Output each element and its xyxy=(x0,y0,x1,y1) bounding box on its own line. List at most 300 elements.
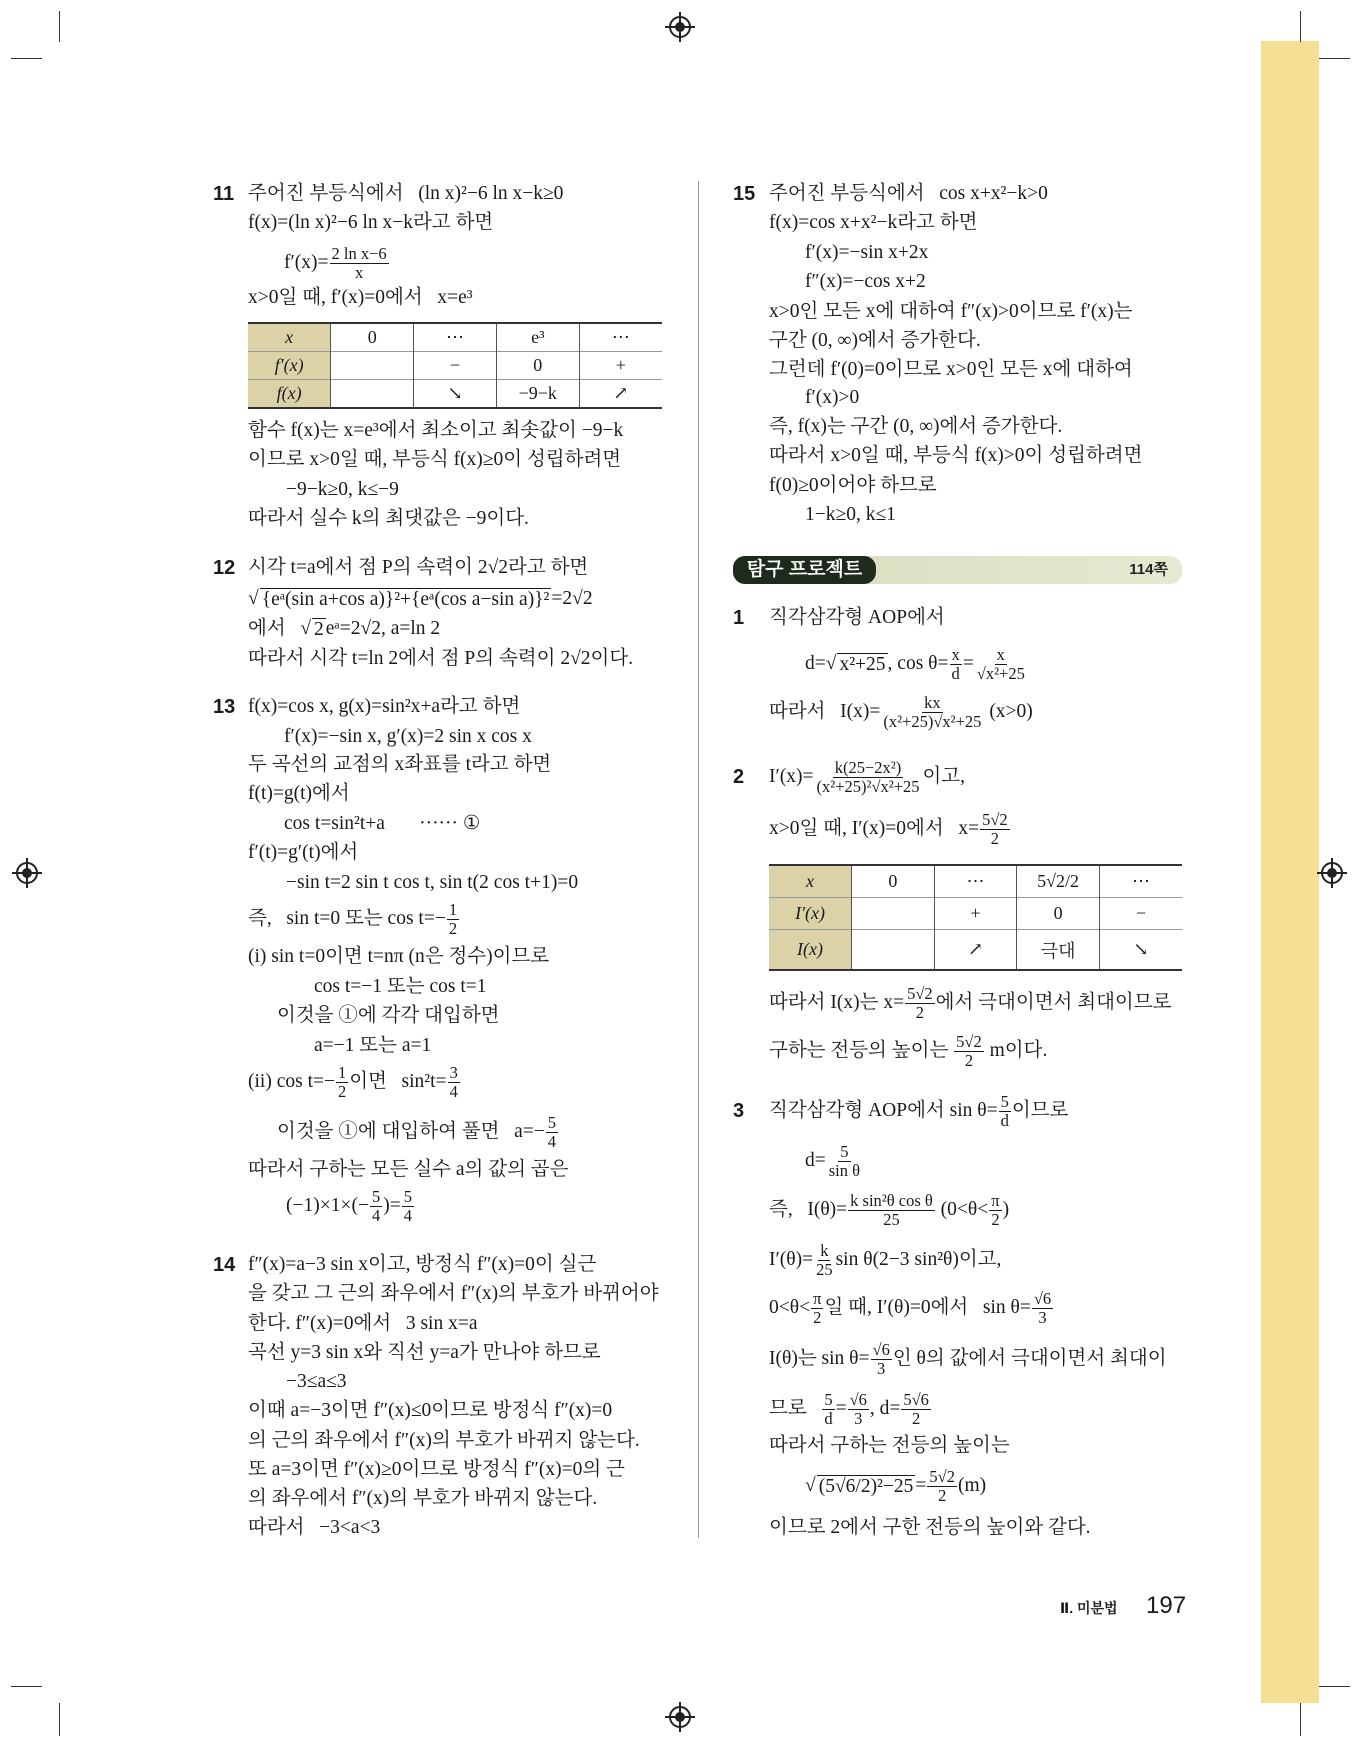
square-root xyxy=(826,650,888,678)
text-span: (x>0) xyxy=(984,701,1033,722)
fraction xyxy=(814,1242,835,1279)
denominator: 2 xyxy=(912,1408,921,1428)
variation-table-f xyxy=(248,322,662,409)
text-span: )= xyxy=(383,1195,401,1216)
table-row xyxy=(769,898,1182,930)
problem-number: 14 xyxy=(213,1254,236,1276)
table-row xyxy=(769,865,1182,898)
text-span: 인 θ의 값에서 극대이면서 최대이 xyxy=(892,1348,1167,1369)
text-span: 즉, I(θ)= xyxy=(769,1199,848,1220)
text-line xyxy=(286,1368,347,1396)
radicand: {eᵃ(sin a+cos a)}²+{eᵃ(cos a−sin a)}² xyxy=(261,588,550,610)
text-span: 0<θ< xyxy=(769,1297,811,1318)
text-span: f(x)=cos x+x²−k라고 하면 xyxy=(769,212,978,233)
text-line xyxy=(248,899,460,938)
radical-sign-icon: √ xyxy=(300,618,312,639)
text-line xyxy=(248,839,358,867)
text-span: 직각삼각형 AOP에서 xyxy=(769,607,945,628)
text-line xyxy=(805,644,1028,683)
text-span: 므로 xyxy=(769,1398,822,1419)
text-line xyxy=(769,180,1048,208)
text-span: x>0일 때, I′(x)=0에서 x= xyxy=(769,818,980,839)
text-span: m이다. xyxy=(984,1040,1048,1061)
text-span: I′(θ)= xyxy=(769,1249,814,1270)
denominator: 25 xyxy=(883,1209,900,1229)
numerator: 5√2 xyxy=(929,1466,955,1486)
text-span: f″(x)=−cos x+2 xyxy=(805,271,926,292)
text-line xyxy=(769,809,1011,848)
row-header: f′(x) xyxy=(248,352,331,380)
text-line xyxy=(248,751,551,779)
text-span: 따라서 I(x)는 x= xyxy=(769,992,905,1013)
text-line xyxy=(286,476,399,504)
text-span: f(0)≥0이어야 하므로 xyxy=(769,475,937,496)
problem-number: 11 xyxy=(213,183,235,205)
numerator: √6 xyxy=(872,1339,890,1359)
text-line xyxy=(248,943,549,971)
text-line xyxy=(769,1432,1010,1460)
numerator: kx xyxy=(924,692,941,712)
text-span: 이때 a=−3이면 f″(x)≤0이므로 방정식 f″(x)=0 xyxy=(248,1400,613,1421)
radical-sign-icon: √ xyxy=(805,1475,816,1496)
page-number: 197 xyxy=(1146,1592,1187,1619)
numerator: √6 xyxy=(1033,1288,1052,1308)
text-span: −9−k≥0, k≤−9 xyxy=(286,479,399,500)
denominator: 2 xyxy=(813,1307,822,1327)
crop-mark xyxy=(11,58,42,59)
text-line xyxy=(769,1240,1002,1279)
table-cell: −9−k xyxy=(496,379,579,408)
text-line xyxy=(769,692,1033,731)
denominator: (x²+25)√x²+25 xyxy=(883,711,982,731)
text-line xyxy=(769,604,945,632)
text-span: −sin t=2 sin t cos t, sin t(2 cos t+1)=0 xyxy=(286,872,579,893)
text-line xyxy=(769,413,1062,441)
page-edge-color-strip xyxy=(1261,41,1319,1703)
table-row xyxy=(248,379,662,408)
row-header: x xyxy=(248,323,331,352)
text-span: 곡선 y=3 sin x와 직선 y=a가 만나야 하므로 xyxy=(248,1342,601,1363)
square-root xyxy=(805,1472,915,1500)
text-span: 이므로 x>0일 때, 부등식 f(x)≥0이 성립하려면 xyxy=(248,449,622,470)
problem-number: 2 xyxy=(733,766,745,788)
text-line xyxy=(769,983,1172,1022)
text-span: 을 갖고 그 근의 좌우에서 f″(x)의 부호가 바뀌어야 xyxy=(248,1283,659,1304)
table-cell xyxy=(852,898,935,930)
text-span: 또 a=3이면 f″(x)≥0이므로 방정식 f″(x)=0의 근 xyxy=(248,1459,625,1480)
denominator: 2 xyxy=(990,828,999,848)
row-header: I(x) xyxy=(769,930,852,970)
text-line xyxy=(248,554,588,582)
numerator: π xyxy=(991,1190,1000,1210)
text-line xyxy=(769,1288,1054,1327)
text-span: x>0인 모든 x에 대하여 f″(x)>0이므로 f′(x)는 xyxy=(769,301,1133,322)
fraction xyxy=(447,901,459,938)
fraction xyxy=(848,1192,935,1229)
text-span: 구하는 전등의 높이는 xyxy=(769,1040,954,1061)
text-span: 따라서 실수 k의 최댓값은 −9이다. xyxy=(248,508,529,529)
text-span: 이것을 ①에 각각 대입하면 xyxy=(277,1005,500,1026)
text-line xyxy=(769,1339,1167,1378)
text-line xyxy=(248,693,520,721)
text-line xyxy=(248,1156,568,1184)
problem-number: 13 xyxy=(213,696,236,718)
crop-mark xyxy=(59,11,60,42)
table-cell: 5√2/2 xyxy=(1017,865,1100,898)
text-line xyxy=(769,298,1132,326)
table-row xyxy=(248,323,662,352)
text-line xyxy=(805,268,926,296)
text-span: , d= xyxy=(869,1398,901,1419)
table-cell: + xyxy=(934,898,1017,930)
problem-number: 1 xyxy=(733,607,745,629)
table-cell: ⋯ xyxy=(414,323,497,352)
numerator: k xyxy=(820,1240,829,1260)
numerator: 5 xyxy=(824,1389,833,1409)
text-line xyxy=(769,442,1142,470)
denominator: sin θ xyxy=(828,1160,861,1180)
numerator: π xyxy=(813,1288,822,1308)
section-banner xyxy=(733,556,1182,584)
table-cell: 0 xyxy=(331,323,414,352)
fraction xyxy=(848,1391,869,1428)
text-span: 한다. f″(x)=0에서 3 sin x=a xyxy=(248,1313,478,1334)
fraction xyxy=(546,1114,558,1151)
text-span: d= xyxy=(805,653,826,674)
table-row xyxy=(248,352,662,380)
variation-table-I xyxy=(769,864,1182,971)
text-line xyxy=(248,505,529,533)
text-span: ) xyxy=(1002,1199,1010,1220)
text-line xyxy=(284,810,480,838)
text-line xyxy=(769,1031,1048,1070)
fraction xyxy=(448,1064,460,1101)
problem-number: 15 xyxy=(733,183,756,205)
text-line xyxy=(248,1427,640,1455)
fraction xyxy=(822,1391,834,1428)
text-span: (0<θ< xyxy=(935,1199,989,1220)
text-line xyxy=(805,384,859,412)
text-line xyxy=(248,209,493,237)
text-span: 주어진 부등식에서 cos x+x²−k>0 xyxy=(769,183,1048,204)
table-cell: ↘ xyxy=(1099,930,1182,970)
text-line xyxy=(769,1389,932,1428)
text-span: 이것을 ①에 대입하여 풀면 a=− xyxy=(277,1121,545,1142)
text-span: 의 좌우에서 f″(x)의 부호가 바뀌지 않는다. xyxy=(248,1488,598,1509)
table-cell xyxy=(331,352,414,380)
text-line xyxy=(284,243,390,282)
text-line xyxy=(248,1397,612,1425)
text-line xyxy=(284,723,532,751)
denominator: d xyxy=(951,663,960,683)
registration-mark-icon xyxy=(1321,862,1343,884)
text-span: 따라서 시각 t=ln 2에서 점 P의 속력이 2√2이다. xyxy=(248,648,634,669)
numerator: k(25−2x²) xyxy=(834,757,902,777)
banner-page-ref: 114쪽 xyxy=(1129,561,1168,578)
text-line xyxy=(769,1514,1091,1542)
numerator: 5√2 xyxy=(982,809,1008,829)
text-line xyxy=(248,180,563,208)
radical-sign-icon: √ xyxy=(248,588,259,609)
table-cell: − xyxy=(1099,898,1182,930)
numerator: 5 xyxy=(403,1186,412,1206)
text-span: 이고, xyxy=(922,766,966,787)
text-line xyxy=(769,472,937,500)
numerator: 5 xyxy=(371,1186,381,1206)
column-divider xyxy=(698,181,699,1538)
text-span: 따라서 구하는 전등의 높이는 xyxy=(769,1435,1010,1456)
text-line xyxy=(277,1112,559,1151)
denominator: 2 xyxy=(964,1050,974,1070)
denominator: 2 xyxy=(337,1081,347,1101)
text-span: (−1)×1×(− xyxy=(286,1195,369,1216)
table-cell: ↗ xyxy=(579,379,662,408)
text-span: = xyxy=(915,1475,927,1496)
text-line xyxy=(248,585,593,613)
denominator: 4 xyxy=(449,1081,458,1101)
text-span: 구간 (0, ∞)에서 증가한다. xyxy=(769,330,981,351)
table-cell xyxy=(852,930,935,970)
text-span: 즉, f(x)는 구간 (0, ∞)에서 증가한다. xyxy=(769,416,1063,437)
radicand: (5√6/2)²−25 xyxy=(818,1475,914,1497)
text-line xyxy=(769,327,981,355)
denominator: 4 xyxy=(403,1205,412,1225)
text-span: f′(t)=g′(t)에서 xyxy=(248,842,359,863)
text-line xyxy=(805,239,928,267)
fraction xyxy=(871,1341,892,1378)
text-span: 이므로 2에서 구한 전등의 높이와 같다. xyxy=(769,1517,1091,1538)
text-span: (m) xyxy=(957,1475,987,1496)
text-line xyxy=(248,1310,477,1338)
text-line xyxy=(769,209,977,237)
numerator: √6 xyxy=(849,1389,867,1409)
fraction xyxy=(811,1290,823,1327)
text-line xyxy=(248,1339,601,1367)
text-span: eᵃ=2√2, a=ln 2 xyxy=(325,618,441,639)
text-span: 따라서 I(x)= xyxy=(769,701,881,722)
problem-number: 12 xyxy=(213,557,236,579)
numerator: 3 xyxy=(449,1062,458,1082)
text-line xyxy=(248,1251,596,1279)
radicand: 2 xyxy=(314,618,324,640)
denominator: 4 xyxy=(547,1131,557,1151)
text-line xyxy=(277,1002,500,1030)
text-span: , cos θ= xyxy=(887,653,949,674)
text-line xyxy=(769,1190,1010,1229)
text-span: 시각 t=a에서 점 P의 속력이 2√2라고 하면 xyxy=(248,557,589,578)
text-line xyxy=(286,869,578,897)
fraction xyxy=(402,1188,414,1225)
fraction xyxy=(815,759,922,796)
text-span: f(t)=g(t)에서 xyxy=(248,783,350,804)
text-line xyxy=(769,757,966,796)
text-span: = xyxy=(835,1398,847,1419)
denominator: d xyxy=(824,1408,833,1428)
banner-title: 탐구 프로젝트 xyxy=(733,556,876,584)
text-span: cos t=−1 또는 cos t=1 xyxy=(314,976,487,997)
text-span: 함수 f(x)는 x=e³에서 최소이고 최솟값이 −9−k xyxy=(248,420,624,441)
numerator: 5 xyxy=(547,1112,557,1132)
numerator: 1 xyxy=(337,1062,347,1082)
text-span: 에서 xyxy=(248,618,301,639)
text-line xyxy=(248,1485,597,1513)
text-span: a=−1 또는 a=1 xyxy=(314,1035,432,1056)
numerator: 2 ln x−6 xyxy=(331,243,387,263)
fraction xyxy=(901,1391,931,1428)
text-line xyxy=(248,1280,659,1308)
fraction xyxy=(330,245,389,282)
fraction xyxy=(881,694,983,731)
table-cell: ⋯ xyxy=(934,865,1017,898)
denominator: 2 xyxy=(448,918,458,938)
numerator: x xyxy=(996,644,1005,664)
crop-mark xyxy=(1319,1686,1350,1687)
radical-sign-icon: √ xyxy=(825,653,837,674)
text-span: 주어진 부등식에서 (ln x)²−6 ln x−k≥0 xyxy=(248,183,564,204)
fraction xyxy=(927,1468,957,1505)
table-cell xyxy=(331,379,414,408)
text-span: =2√2 xyxy=(551,588,593,609)
denominator: √x²+25 xyxy=(976,663,1025,683)
fraction xyxy=(1032,1290,1053,1327)
crop-mark xyxy=(1300,11,1301,42)
text-span: f′(x)=−sin x, g′(x)=2 sin x cos x xyxy=(284,726,532,747)
table-cell: − xyxy=(414,352,497,380)
fraction xyxy=(989,1192,1001,1229)
text-span: I′(x)= xyxy=(769,766,814,787)
text-span: 따라서 x>0일 때, 부등식 f(x)>0이 성립하려면 xyxy=(769,445,1143,466)
fraction xyxy=(950,646,962,683)
numerator: 5 xyxy=(840,1141,849,1161)
registration-mark-icon xyxy=(669,16,691,38)
table-cell: ⋯ xyxy=(579,323,662,352)
text-span: f′(x)>0 xyxy=(805,387,860,408)
text-span: 따라서 −3<a<3 xyxy=(248,1517,381,1538)
text-span: (ii) cos t=− xyxy=(248,1071,335,1092)
text-line xyxy=(314,973,487,1001)
table-cell: + xyxy=(579,352,662,380)
fraction xyxy=(905,985,935,1022)
crop-mark xyxy=(11,1686,42,1687)
table-cell: ↗ xyxy=(934,930,1017,970)
text-span: cos t=sin²t+a ······ ① xyxy=(284,813,481,834)
text-line xyxy=(248,780,350,808)
table-cell: e³ xyxy=(496,323,579,352)
numerator: 5√6 xyxy=(903,1389,929,1409)
text-span: I(θ)는 sin θ= xyxy=(769,1348,870,1369)
table-cell: 극대 xyxy=(1017,930,1100,970)
text-line xyxy=(248,446,621,474)
text-span: (i) sin t=0이면 t=nπ (n은 정수)이므로 xyxy=(248,946,550,967)
crop-mark xyxy=(1319,58,1350,59)
text-span: 이므로 xyxy=(1011,1100,1069,1121)
numerator: 5 xyxy=(1000,1091,1009,1111)
text-span: 에서 극대이면서 최대이므로 xyxy=(935,992,1172,1013)
text-line xyxy=(248,284,473,312)
denominator: 2 xyxy=(938,1485,947,1505)
table-cell: 0 xyxy=(496,352,579,380)
table-row xyxy=(769,930,1182,970)
denominator: 2 xyxy=(991,1209,1000,1229)
text-line xyxy=(248,1514,380,1542)
denominator: 3 xyxy=(877,1358,886,1378)
square-root xyxy=(248,585,551,613)
text-line xyxy=(248,417,623,445)
fraction xyxy=(954,1033,984,1070)
fraction xyxy=(980,811,1010,848)
text-span: −3≤a≤3 xyxy=(286,1371,347,1392)
crop-mark xyxy=(59,1703,60,1736)
denominator: 4 xyxy=(371,1205,381,1225)
problem-number: 3 xyxy=(733,1100,745,1122)
text-span: f″(x)=a−3 sin x이고, 방정식 f″(x)=0이 실근 xyxy=(248,1254,597,1275)
numerator: k sin²θ cos θ xyxy=(850,1190,933,1210)
text-span: f′(x)= xyxy=(284,252,329,273)
table-cell: ↘ xyxy=(414,379,497,408)
text-line xyxy=(286,1186,415,1225)
text-line xyxy=(248,645,633,673)
fraction xyxy=(336,1064,348,1101)
text-line xyxy=(248,1062,461,1101)
text-line xyxy=(769,356,1133,384)
denominator: 3 xyxy=(1038,1307,1047,1327)
text-span: 따라서 구하는 모든 실수 a의 값의 곱은 xyxy=(248,1159,569,1180)
denominator: 3 xyxy=(854,1408,863,1428)
text-span: 이면 sin²t= xyxy=(349,1071,447,1092)
text-line xyxy=(805,501,896,529)
text-span: x>0일 때, f′(x)=0에서 x=e³ xyxy=(248,287,473,308)
text-span: sin θ(2−3 sin²θ)이고, xyxy=(835,1249,1002,1270)
text-line xyxy=(248,615,440,643)
row-header: f(x) xyxy=(248,379,331,408)
text-span: 그런데 f′(0)=0이므로 x>0인 모든 x에 대하여 xyxy=(769,359,1133,380)
text-line xyxy=(769,1091,1069,1130)
text-span: 1−k≥0, k≤1 xyxy=(805,504,896,525)
table-cell: ⋯ xyxy=(1099,865,1182,898)
footer-section: Ⅱ. 미분법 xyxy=(1060,1600,1118,1616)
fraction xyxy=(975,646,1027,683)
fraction xyxy=(827,1143,862,1180)
registration-mark-icon xyxy=(16,862,38,884)
square-root xyxy=(300,615,325,643)
text-span: f′(x)=−sin x+2x xyxy=(805,242,929,263)
text-span: 직각삼각형 AOP에서 sin θ= xyxy=(769,1100,998,1121)
text-span: 즉, sin t=0 또는 cos t=− xyxy=(248,908,446,929)
text-span: f(x)=(ln x)²−6 ln x−k라고 하면 xyxy=(248,212,494,233)
text-span: 의 근의 좌우에서 f″(x)의 부호가 바뀌지 않는다. xyxy=(248,1430,640,1451)
text-span: 두 곡선의 교점의 x좌표를 t라고 하면 xyxy=(248,754,552,775)
text-span: 일 때, I′(θ)=0에서 sin θ= xyxy=(824,1297,1031,1318)
denominator: 2 xyxy=(915,1002,924,1022)
crop-mark xyxy=(1300,1703,1301,1736)
text-span: d= xyxy=(805,1150,826,1171)
text-line xyxy=(314,1032,431,1060)
text-line xyxy=(805,1466,987,1505)
numerator: x xyxy=(951,644,960,664)
row-header: I′(x) xyxy=(769,898,852,930)
denominator: 25 xyxy=(816,1259,833,1279)
text-span: = xyxy=(962,653,974,674)
text-line xyxy=(248,1456,625,1484)
text-line xyxy=(805,1141,863,1180)
denominator: x xyxy=(354,262,364,282)
table-cell: 0 xyxy=(1017,898,1100,930)
row-header: x xyxy=(769,865,852,898)
fraction xyxy=(370,1188,382,1225)
denominator: (x²+25)²√x²+25 xyxy=(816,776,920,796)
table-cell: 0 xyxy=(852,865,935,898)
numerator: 5√2 xyxy=(956,1031,982,1051)
